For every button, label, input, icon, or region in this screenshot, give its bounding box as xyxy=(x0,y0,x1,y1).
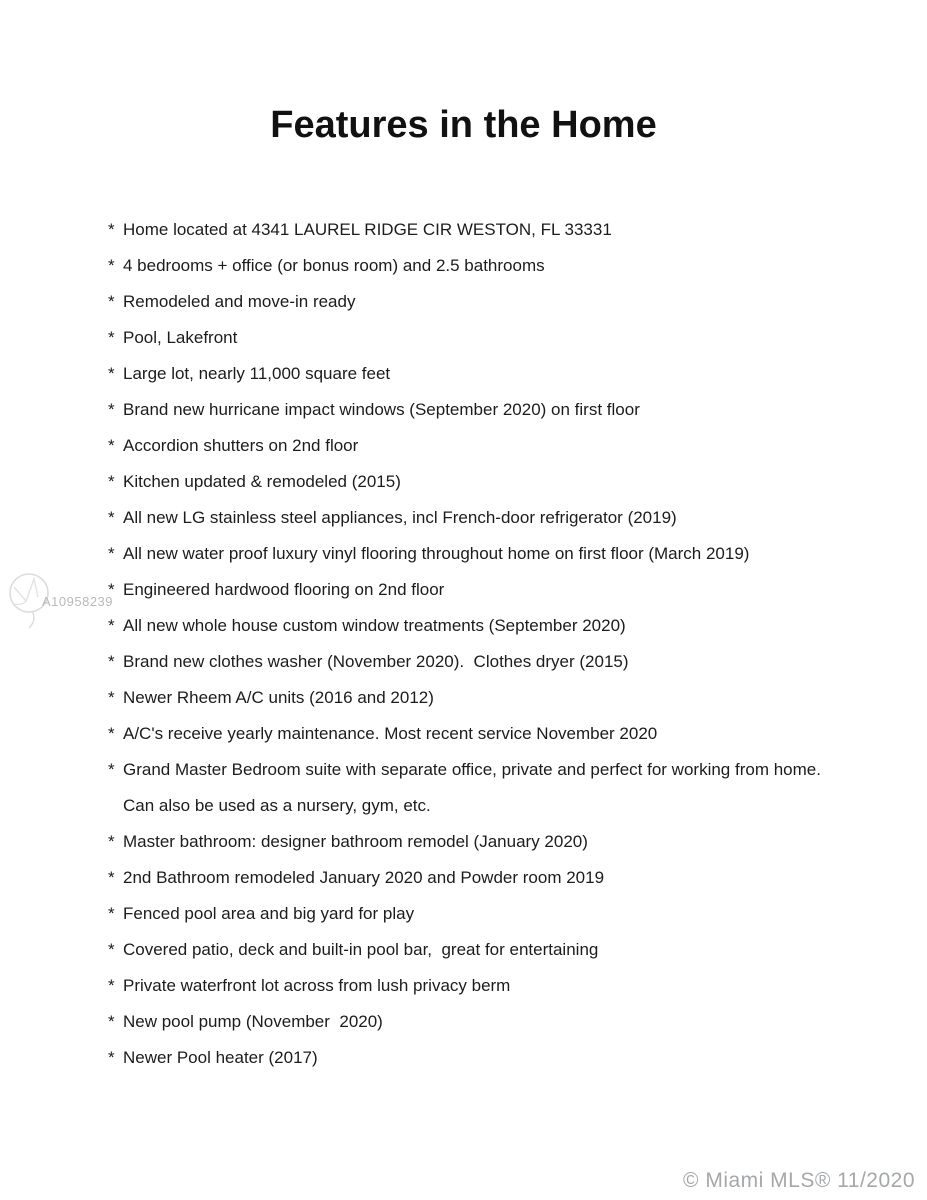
feature-item xyxy=(108,212,887,248)
feature-text: New pool pump (November 2020) xyxy=(123,1012,383,1031)
item-lines xyxy=(123,212,887,248)
asterisk-bullet: * xyxy=(108,976,115,995)
item-lines xyxy=(123,500,887,536)
item-lines xyxy=(123,608,887,644)
asterisk-bullet: * xyxy=(108,868,115,887)
feature-text: Private waterfront lot across from lush privacy berm xyxy=(123,976,511,995)
asterisk-bullet: * xyxy=(108,400,115,419)
asterisk-bullet: * xyxy=(108,1012,115,1031)
item-lines xyxy=(123,824,887,860)
item-lines xyxy=(123,896,887,932)
features-list xyxy=(108,212,887,1076)
feature-item xyxy=(108,968,887,1004)
feature-text: Accordion shutters on 2nd floor xyxy=(123,436,359,455)
item-lines xyxy=(123,716,887,752)
item-lines xyxy=(123,968,887,1004)
feature-text: 4 bedrooms + office (or bonus room) and 2.5 bathrooms xyxy=(123,256,545,275)
asterisk-bullet: * xyxy=(108,364,115,383)
feature-item xyxy=(108,1004,887,1040)
asterisk-bullet: * xyxy=(108,940,115,959)
feature-text: All new LG stainless steel appliances, incl French-door refrigerator (2019) xyxy=(123,508,677,527)
asterisk-bullet: * xyxy=(108,256,115,275)
feature-text: Newer Pool heater (2017) xyxy=(123,1048,318,1067)
item-lines xyxy=(123,752,887,824)
item-lines xyxy=(123,644,887,680)
feature-item xyxy=(108,932,887,968)
item-lines xyxy=(123,1004,887,1040)
feature-text: Brand new clothes washer (November 2020). Clothes dryer (2015) xyxy=(123,652,629,671)
asterisk-bullet: * xyxy=(108,472,115,491)
asterisk-bullet: * xyxy=(108,832,115,851)
asterisk-bullet: * xyxy=(108,652,115,671)
feature-text: A/C's receive yearly maintenance. Most recent service November 2020 xyxy=(123,724,658,743)
asterisk-bullet: * xyxy=(108,760,115,779)
feature-item xyxy=(108,680,887,716)
feature-item xyxy=(108,356,887,392)
item-lines xyxy=(123,1040,887,1076)
asterisk-bullet: * xyxy=(108,328,115,347)
item-lines xyxy=(123,860,887,896)
mls-footer-watermark: © Miami MLS® 11/2020 xyxy=(683,1169,915,1192)
asterisk-bullet: * xyxy=(108,616,115,635)
feature-item xyxy=(108,392,887,428)
feature-item xyxy=(108,716,887,752)
asterisk-bullet: * xyxy=(108,688,115,707)
feature-item xyxy=(108,248,887,284)
feature-text: Engineered hardwood flooring on 2nd floor xyxy=(123,580,445,599)
item-lines xyxy=(123,932,887,968)
item-lines xyxy=(123,392,887,428)
feature-item xyxy=(108,320,887,356)
feature-text: All new water proof luxury vinyl flooring throughout home on first floor (March 2019) xyxy=(123,544,750,563)
asterisk-bullet: * xyxy=(108,220,115,239)
asterisk-bullet: * xyxy=(108,508,115,527)
page-title: Features in the Home xyxy=(270,104,657,146)
feature-text: All new whole house custom window treatments (September 2020) xyxy=(123,616,626,635)
feature-text: Home located at 4341 LAUREL RIDGE CIR WESTON, FL 33331 xyxy=(123,220,612,239)
feature-item xyxy=(108,536,887,572)
feature-text: Master bathroom: designer bathroom remodel (January 2020) xyxy=(123,832,588,851)
asterisk-bullet: * xyxy=(108,724,115,743)
item-lines xyxy=(123,680,887,716)
feature-item xyxy=(108,896,887,932)
feature-text: Can also be used as a nursery, gym, etc. xyxy=(123,796,431,815)
feature-item xyxy=(108,644,887,680)
asterisk-bullet: * xyxy=(108,544,115,563)
item-lines xyxy=(123,464,887,500)
item-lines xyxy=(123,536,887,572)
feature-item xyxy=(108,572,887,608)
feature-text: Grand Master Bedroom suite with separate office, private and perfect for working from home. xyxy=(123,760,821,779)
feature-item xyxy=(108,752,887,824)
feature-text: Covered patio, deck and built-in pool bar, great for entertaining xyxy=(123,940,599,959)
feature-item xyxy=(108,1040,887,1076)
feature-item xyxy=(108,284,887,320)
item-lines xyxy=(123,284,887,320)
asterisk-bullet: * xyxy=(108,436,115,455)
feature-text: Newer Rheem A/C units (2016 and 2012) xyxy=(123,688,434,707)
asterisk-bullet: * xyxy=(108,904,115,923)
feature-text: Large lot, nearly 11,000 square feet xyxy=(123,364,391,383)
feature-item xyxy=(108,824,887,860)
item-lines xyxy=(123,572,887,608)
item-lines xyxy=(123,356,887,392)
item-lines xyxy=(123,320,887,356)
feature-text: Fenced pool area and big yard for play xyxy=(123,904,415,923)
feature-text: Kitchen updated & remodeled (2015) xyxy=(123,472,401,491)
item-lines xyxy=(123,428,887,464)
feature-item xyxy=(108,500,887,536)
mls-number: A10958239 xyxy=(42,594,114,609)
asterisk-bullet: * xyxy=(108,292,115,311)
feature-text: Remodeled and move-in ready xyxy=(123,292,356,311)
feature-item xyxy=(108,860,887,896)
feature-text: Brand new hurricane impact windows (September 2020) on first floor xyxy=(123,400,640,419)
item-lines xyxy=(123,248,887,284)
feature-item xyxy=(108,464,887,500)
mls-watermark xyxy=(5,570,115,630)
feature-text: 2nd Bathroom remodeled January 2020 and Powder room 2019 xyxy=(123,868,605,887)
feature-item xyxy=(108,608,887,644)
feature-item xyxy=(108,428,887,464)
asterisk-bullet: * xyxy=(108,1048,115,1067)
asterisk-bullet: * xyxy=(108,580,115,599)
feature-text: Pool, Lakefront xyxy=(123,328,238,347)
